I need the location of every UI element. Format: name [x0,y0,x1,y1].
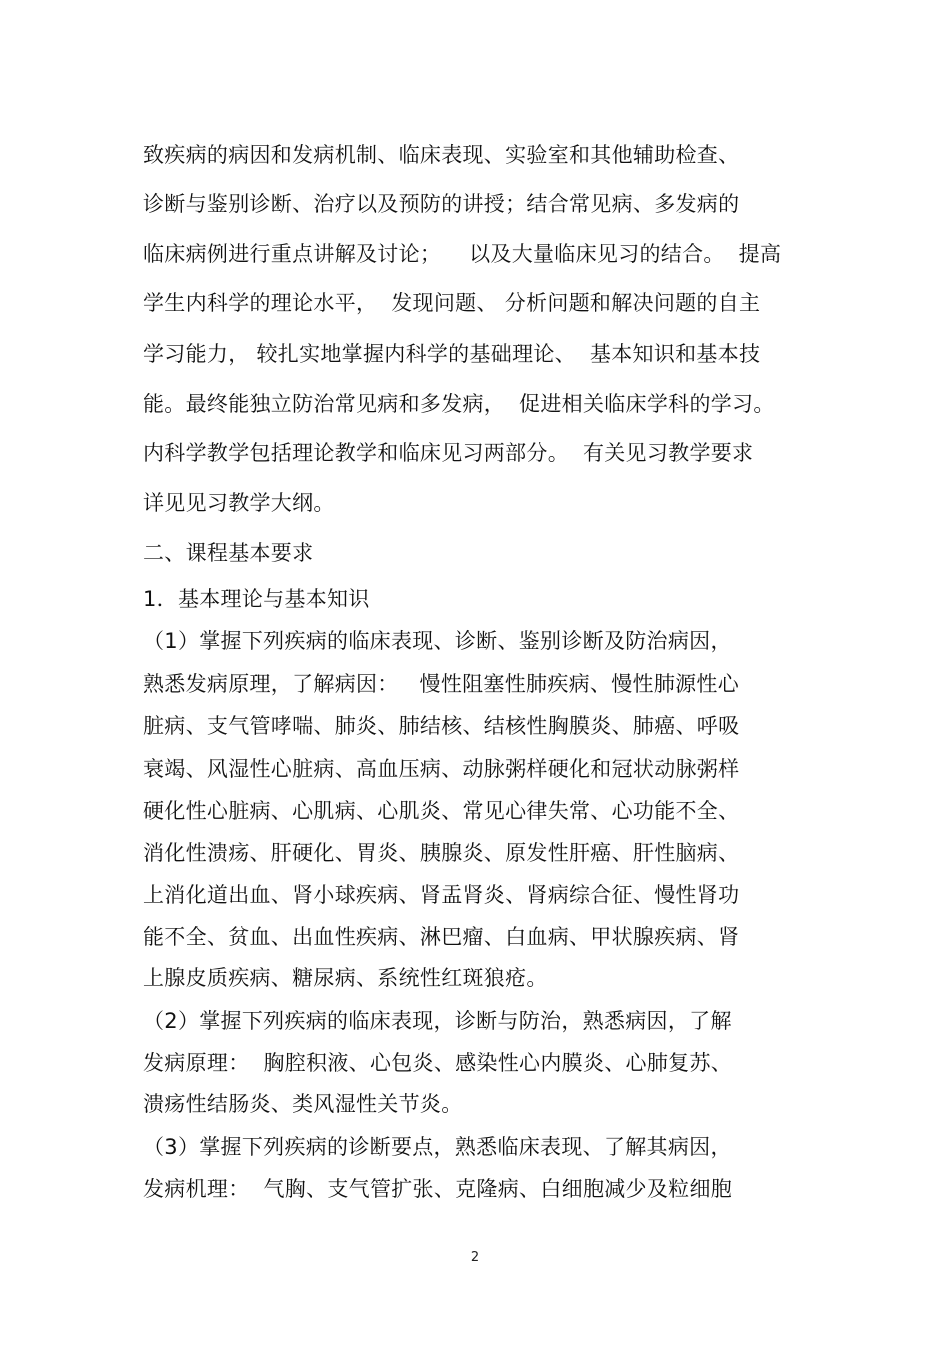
text-line: 能不全、贫血、出血性疾病、淋巴瘤、白血病、甲状腺疾病、肾 [143,925,740,949]
text-line: 发病机理： 气胸、支气管扩张、克隆病、白细胞减少及粒细胞 [143,1177,733,1201]
text-line: 脏病、支气管哮喘、肺炎、肺结核、结核性胸膜炎、肺癌、呼吸 [143,714,740,738]
text-line: （3）掌握下列疾病的诊断要点，熟悉临床表现、了解其病因， [143,1135,732,1159]
section-heading: 二、课程基本要求 [143,541,314,565]
text-line: 发病原理： 胸腔积液、心包炎、感染性心内膜炎、心肺复苏、 [143,1051,733,1075]
text-line: 上消化道出血、肾小球疾病、肾盂肾炎、肾病综合征、慢性肾功 [143,883,740,907]
text-line: 详见见习教学大纲。 [143,491,335,515]
text-line: （2）掌握下列疾病的临床表现，诊断与防治，熟悉病因，了解 [143,1009,732,1033]
text-line: 衰竭、风湿性心脏病、高血压病、动脉粥样硬化和冠状动脉粥样 [143,757,740,781]
text-line: 溃疡性结肠炎、类风湿性关节炎。 [143,1092,463,1116]
text-line: 临床病例进行重点讲解及讨论； 以及大量临床见习的结合。 提高 [143,242,782,266]
text-line: 消化性溃疡、肝硬化、胃炎、胰腺炎、原发性肝癌、肝性脑病、 [143,841,740,865]
text-line: 熟悉发病原理，了解病因： 慢性阻塞性肺疾病、慢性肺源性心 [143,672,740,696]
text-line: 内科学教学包括理论教学和临床见习两部分。 有关见习教学要求 [143,441,754,465]
text-line: 诊断与鉴别诊断、治疗以及预防的讲授；结合常见病、多发病的 [143,192,740,216]
text-line: 上腺皮质疾病、糖尿病、系统性红斑狼疮。 [143,966,548,990]
page-number: 2 [470,1250,480,1265]
text-line: 学习能力， 较扎实地掌握内科学的基础理论、 基本知识和基本技 [143,342,761,366]
text-line: 硬化性心脏病、心肌病、心肌炎、常见心律失常、心功能不全、 [143,799,740,823]
text-line: 致疾病的病因和发病机制、临床表现、实验室和其他辅助检查、 [143,143,740,167]
text-line: （1）掌握下列疾病的临床表现、诊断、鉴别诊断及防治病因， [143,629,732,653]
text-line: 能。最终能独立防治常见病和多发病， 促进相关临床学科的学习。 [143,392,775,416]
subsection-heading: 1．基本理论与基本知识 [143,587,370,611]
text-line: 学生内科学的理论水平， 发现问题、 分析问题和解决问题的自主 [143,291,761,315]
